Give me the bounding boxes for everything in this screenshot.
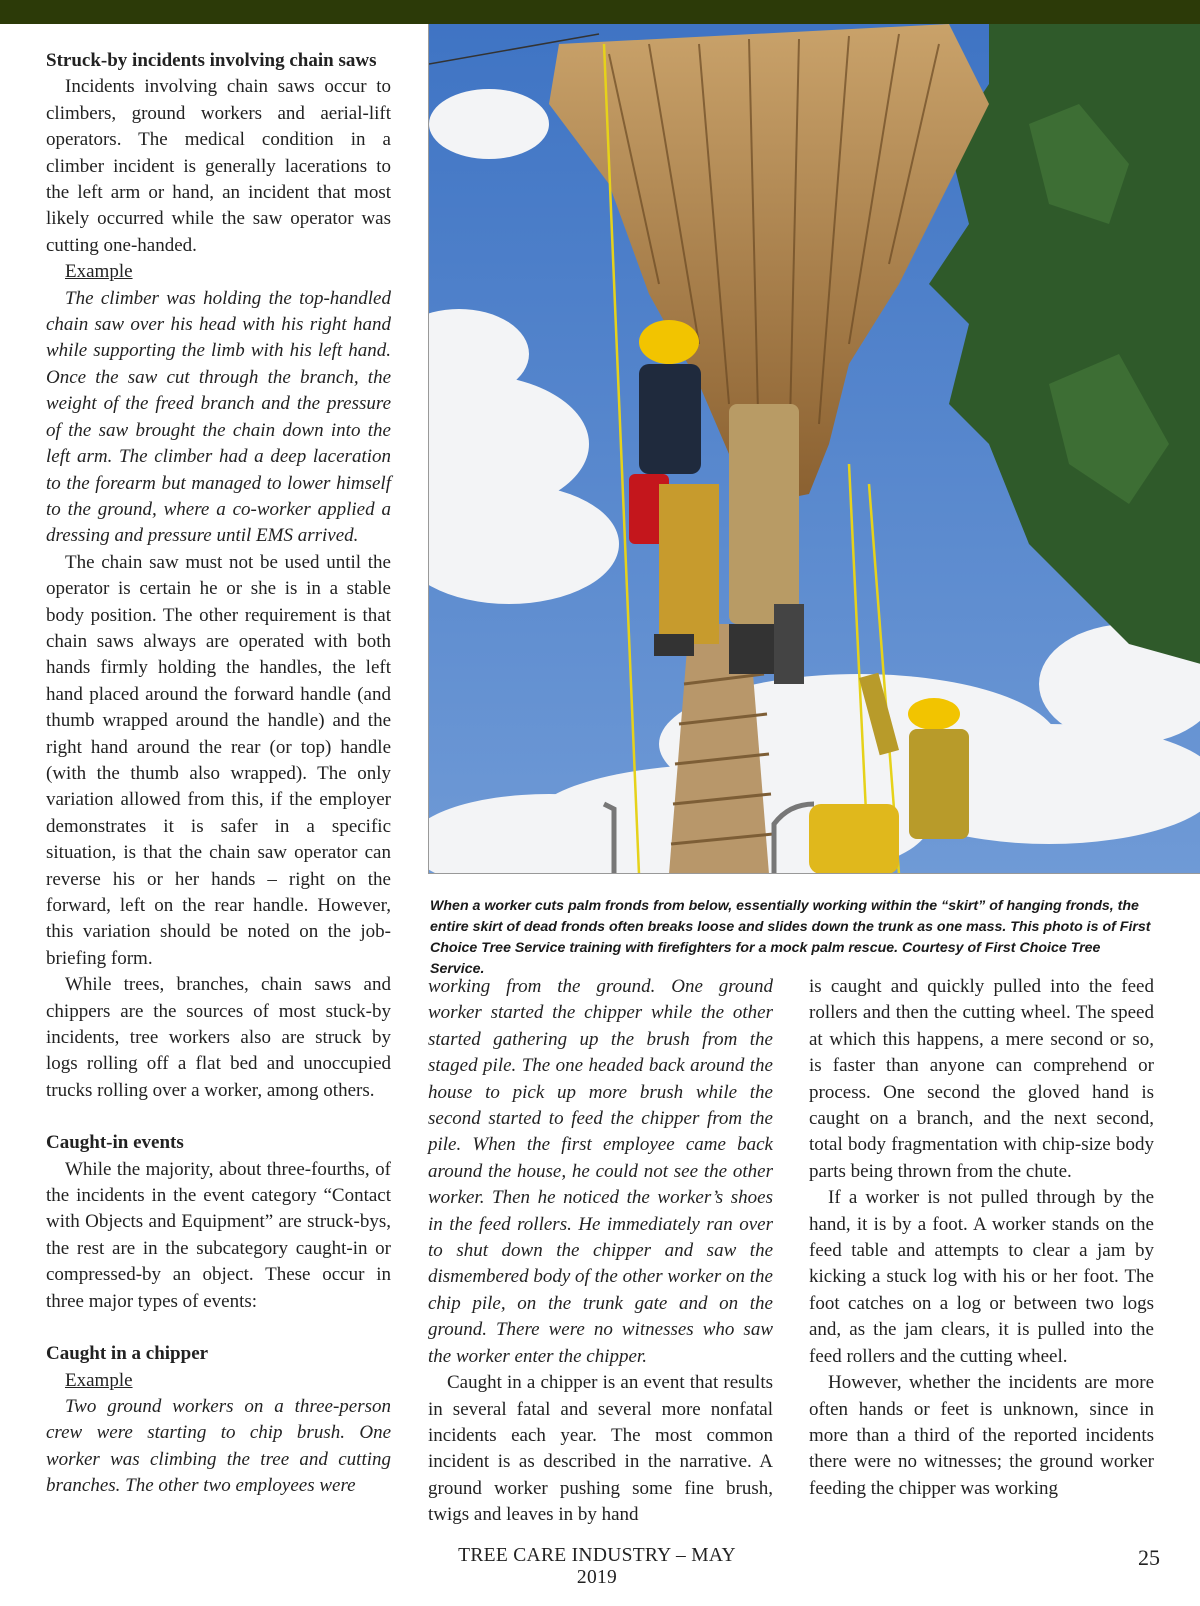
heading-chainsaw: Struck-by incidents involving chain saws bbox=[46, 50, 377, 71]
paragraph-chainsaw-rule: The chain saw must not be used until the operator is certain he or she is in a stable body position. The other requirement is that chain saws always are operated with both hands firmly holding the handles, the left hand placed around the forward handle (and thumb wrapped around the handle) and the right hand around the rear (or top) handle (with the thumb also wrapped). The only variation allowed from this, if the employer demonstrates it is safer in a specific situation, is that the chain saw operator can reverse his or her hands – right on the forward, left on the rear handle. However, this variation should be noted on the job-briefing form. bbox=[46, 551, 391, 969]
page-number: 25 bbox=[1138, 1545, 1160, 1570]
paragraph-chipper-continued: is caught and quickly pulled into the feed rollers and then the cutting wheel. The speed at which this happens, a mere second or so, is faster than anyone can comprehend or process. One second the gloved hand is caught on a branch, and the next second, total body fragmentation with chip-size body parts being thrown from the chute. bbox=[809, 976, 1154, 1182]
example-label-text: Example bbox=[65, 261, 133, 283]
page-footer: TREE CARE INDUSTRY – MAY 2019 bbox=[458, 1545, 736, 1588]
top-color-bar bbox=[0, 0, 1200, 24]
paragraph-caught-in: While the majority, about three-fourths, of the incidents in the event category “Contact with Objects and Equipment” are struck-bys, the rest are in the subcategory caught-in or compressed-by an object. These occur in three major types of events: bbox=[46, 1158, 391, 1312]
example-label bbox=[46, 259, 391, 285]
example-label bbox=[46, 1368, 391, 1394]
example-chainsaw: The climber was holding the top-handled chain saw over his head with his right hand while supporting the limb with his left hand. Once the saw cut through the branch, the weight of the freed branch and the pressure of the saw brought the chain down into the left arm. The climber had a deep laceration to the forearm but managed to lower himself to the ground, where a co-worker applied a dressing and pressure until EMS arrived. bbox=[46, 287, 391, 547]
palm-rescue-photo bbox=[428, 24, 1200, 874]
photo-caption: When a worker cuts palm fronds from below, essentially working within the “skirt” of hanging fronds, the entire skirt of dead fronds often breaks loose and slides down the trunk as one mass. This photo is of First Choice Tree Service training with firefighters for a mock palm rescue. Courtesy of First Choice Tree Service. bbox=[430, 898, 1151, 977]
firefighter-rescuer bbox=[729, 404, 804, 684]
paragraph-unknown: However, whether the incidents are more often hands or feet is unknown, since in more than a third of the reported incidents there were no witnesses; the ground worker feeding the chipper was working bbox=[809, 1372, 1154, 1499]
left-column bbox=[46, 48, 391, 1500]
spacer bbox=[46, 1315, 391, 1341]
heading-caught-in: Caught-in events bbox=[46, 1132, 184, 1154]
heading-chipper: Caught in a chipper bbox=[46, 1343, 209, 1365]
middle-column bbox=[428, 974, 773, 1529]
paragraph-other-struck: While trees, branches, chain saws and chippers are the sources of most stuck-by incidents, tree workers also are struck by logs rolling off a flat bed and unoccupied trucks rolling over a worker, among others. bbox=[46, 974, 391, 1101]
example-label-text: Example bbox=[65, 1369, 133, 1391]
right-column bbox=[809, 974, 1154, 1502]
paragraph-chainsaw-intro: Incidents involving chain saws occur to climbers, ground workers and aerial-lift operators. The medical condition in a climber incident is generally lacerations to the left arm or hand, an incident that most likely occurred while the saw operator was cutting one-handed. bbox=[46, 76, 391, 256]
example-chipper-continued: working from the ground. One ground worker started the chipper while the other started gathering up the brush from the staged pile. The one headed back around the house to pick up more brush while the second started to feed the chipper from the pile. When the first employee came back around the house, he could not see the other worker. Then he noticed the worker’s shoes in the feed rollers. He immediately ran over to shut down the chipper and saw the dismembered body of the other worker on the chip pile, on the trunk gate and on the ground. There were no witnesses who saw the worker enter the chipper. bbox=[428, 976, 773, 1367]
paragraph-foot: If a worker is not pulled through by the hand, it is by a foot. A worker stands on the feed table and attempts to clear a jam by kicking a stuck log with his or her foot. The foot catches on a log or between two logs and, as the jam clears, it is pulled into the feed rollers and the cutting wheel. bbox=[809, 1187, 1154, 1367]
paragraph-chipper-event: Caught in a chipper is an event that results in several fatal and several more nonfatal incidents each year. The most common incident is as described in the narrative. A ground worker pushing some fine brush, twigs and leaves in by hand bbox=[428, 1372, 773, 1526]
spacer bbox=[46, 1104, 391, 1130]
example-chipper-start: Two ground workers on a three-person crew were starting to chip brush. One worker was climbing the tree and cutting branches. The other two employees were bbox=[46, 1395, 391, 1497]
